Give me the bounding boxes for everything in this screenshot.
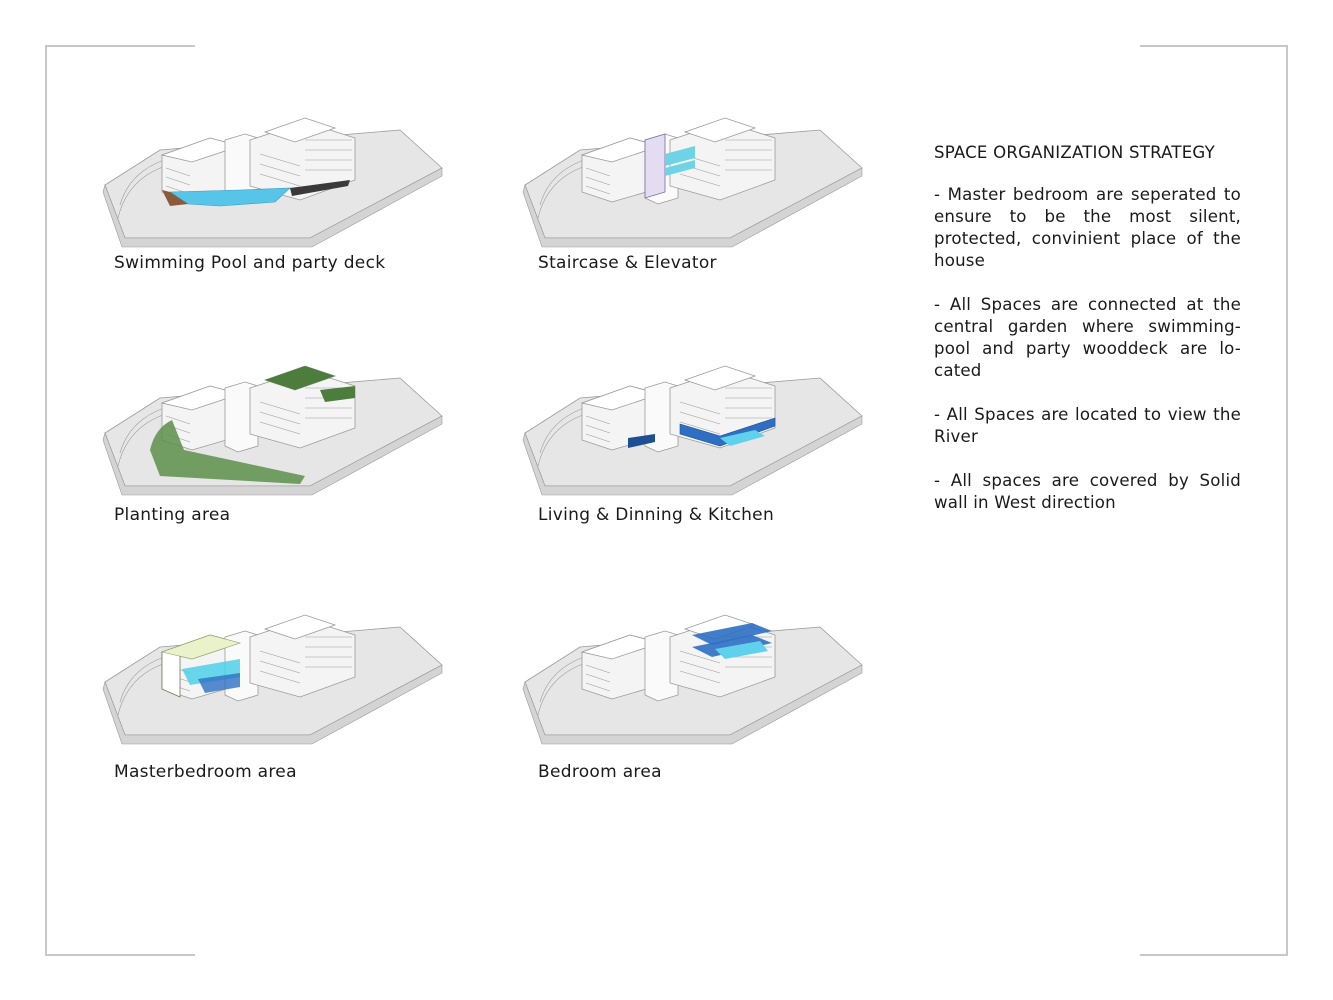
strategy-point: - All Spaces are connected at the central garden where swimming-pool and party wooddeck are lo-cated xyxy=(934,295,1241,380)
diagram-staircase-elevator xyxy=(520,110,870,260)
caption-swimming-pool: Swimming Pool and party deck xyxy=(114,253,386,273)
stair-tower xyxy=(645,134,665,198)
caption-masterbedroom-area: Masterbedroom area xyxy=(114,762,297,782)
strategy-text-block xyxy=(934,142,1241,536)
diagram-living-dining-kitchen xyxy=(520,358,870,508)
caption-living-dining-kitchen: Living & Dinning & Kitchen xyxy=(538,505,775,525)
strategy-point: - All Spaces are located to view the River xyxy=(934,405,1241,446)
strategy-title: SPACE ORGANIZATION STRATEGY xyxy=(934,143,1215,162)
caption-staircase-elevator: Staircase & Elevator xyxy=(538,253,717,273)
caption-planting-area: Planting area xyxy=(114,505,231,525)
diagram-masterbedroom-area xyxy=(100,607,450,757)
caption-bedroom-area: Bedroom area xyxy=(538,762,662,782)
diagram-swimming-pool xyxy=(100,110,450,260)
strategy-point: - All spaces are covered by Solid wall in West direction xyxy=(934,471,1241,512)
strategy-point: - Master bedroom are seperated to ensure to be the most silent, protected, convinient place of the house xyxy=(934,185,1241,270)
diagram-bedroom-area xyxy=(520,607,870,757)
diagram-planting-area xyxy=(100,358,450,508)
